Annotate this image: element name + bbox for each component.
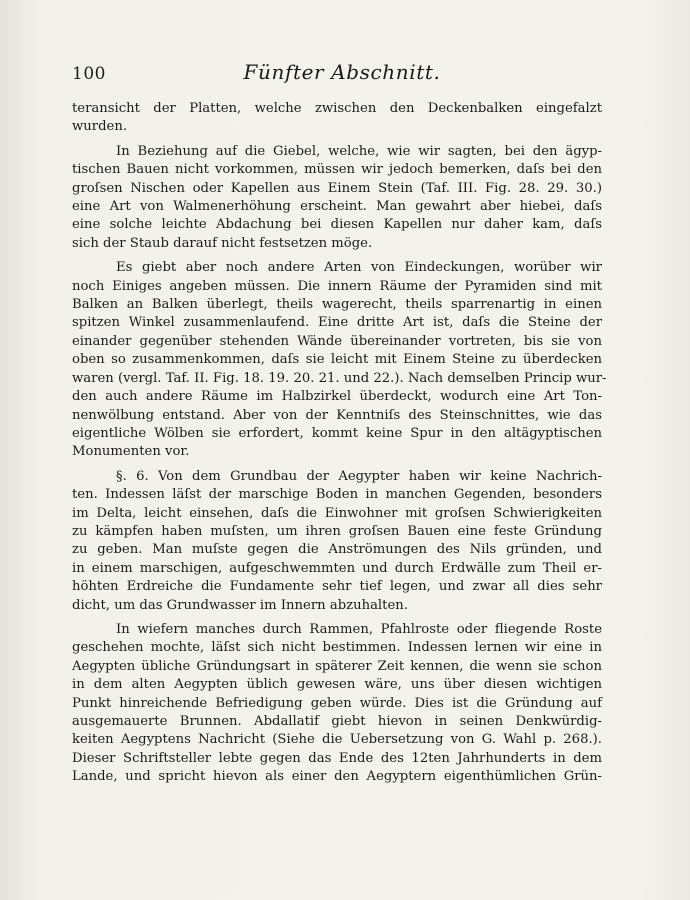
- page-header: [72, 60, 612, 90]
- text-line: oben so zusammenkommen, daſs sie leicht mit Einem Steine zu überdecken: [72, 352, 602, 368]
- paragraph: [72, 468, 602, 615]
- text-line: spitzen Winkel zusammenlaufend. Eine dritte Art ist, daſs die Steine der: [72, 315, 602, 331]
- text-line: den auch andere Räume im Halbzirkel überdeckt, wodurch eine Art Ton-: [72, 389, 602, 405]
- text-line: dicht, um das Grundwasser im Innern abzuhalten.: [72, 597, 408, 613]
- text-line: Es giebt aber noch andere Arten von Eindeckungen, worüber wir: [116, 260, 602, 276]
- text-line: Lande, und spricht hievon als einer den Aegyptern eigenthümlichen Grün-: [72, 769, 602, 785]
- paragraph: [72, 143, 602, 253]
- text-line: in dem alten Aegypten üblich gewesen wäre, uns über diesen wichtigen: [72, 677, 602, 693]
- text-line: eine solche leichte Abdachung bei diesen Kapellen nur daher kam, daſs: [72, 217, 602, 233]
- text-line: §. 6. Von dem Grundbau der Aegypter haben wir keine Nachrich-: [116, 468, 602, 484]
- text-line: zu kämpfen haben muſsten, um ihren groſsen Bauen eine feste Gründung: [72, 523, 602, 539]
- text-line: In wiefern manches durch Rammen, Pfahlroste oder fliegende Roste: [116, 621, 602, 637]
- text-line: in einem marschigen, aufgeschwemmten und durch Erdwälle zum Theil er-: [72, 560, 602, 576]
- text-line: zu geben. Man muſste gegen die Anströmungen des Nils gründen, und: [72, 542, 602, 558]
- text-line: Monumenten vor.: [72, 444, 190, 460]
- text-line: tischen Bauen nicht vorkommen, müssen wir jedoch bemerken, daſs bei den: [72, 162, 602, 178]
- text-line: geschehen mochte, läſst sich nicht bestimmen. Indessen lernen wir eine in: [72, 640, 602, 656]
- text-line: eine Art von Walmenerhöhung erscheint. Man gewahrt aber hiebei, daſs: [72, 199, 602, 215]
- text-line: Aegypten übliche Gründungsart in späterer Zeit kennen, die wenn sie schon: [72, 658, 602, 674]
- paragraph: [72, 259, 607, 461]
- text-line: eigentliche Wölben sie erfordert, kommt keine Spur in den altägyptischen: [72, 425, 602, 441]
- text-line: teransicht der Platten, welche zwischen den Deckenbalken eingefalzt: [72, 101, 602, 116]
- text-line: Punkt hinreichende Befriedigung geben würde. Dies ist die Gründung auf: [72, 695, 602, 711]
- text-line: In Beziehung auf die Giebel, welche, wie wir sagten, bei den ägyp-: [116, 143, 602, 159]
- paragraph: [72, 100, 602, 137]
- text-line: keiten Aegyptens Nachricht (Siehe die Uebersetzung von G. Wahl p. 268.).: [72, 732, 602, 748]
- text-line: ausgemauerte Brunnen. Abdallatif giebt hievon in seinen Denkwürdig-: [72, 714, 602, 729]
- text-line: wurden.: [72, 119, 128, 135]
- text-line: Dieser Schriftsteller lebte gegen das Ende des 12ten Jahrhunderts in dem: [72, 750, 602, 766]
- text-line: nenwölbung entstand. Aber von der Kenntniſs des Steinschnittes, wie das: [72, 407, 602, 423]
- text-line: noch Einiges angeben müssen. Die innern Räume der Pyramiden sind mit: [72, 278, 602, 294]
- text-line: waren (vergl. Taf. II. Fig. 18. 19. 20. 21. und 22.). Nach demselben Princip wur-: [72, 370, 607, 386]
- text-line: sich der Staub darauf nicht festsetzen möge.: [72, 235, 373, 251]
- paragraph: [72, 621, 602, 787]
- text-line: ten. Indessen läſst der marschige Boden in manchen Gegenden, besonders: [72, 487, 602, 503]
- text-line: höhten Erdreiche die Fundamente sehr tief legen, und zwar all dies sehr: [72, 579, 602, 595]
- text-line: im Delta, leicht einsehen, daſs die Einwohner mit groſsen Schwierigkeiten: [72, 505, 602, 521]
- running-title: Fünfter Abschnitt.: [243, 60, 441, 84]
- text-line: einander gegenüber stehenden Wände übereinander vortreten, bis sie von: [72, 333, 602, 349]
- body-text: [72, 100, 607, 797]
- text-line: Balken an Balken überlegt, theils wagerecht, theils sparrenartig in einen: [72, 297, 602, 313]
- page-number: 100: [72, 64, 106, 84]
- text-line: groſsen Nischen oder Kapellen aus Einem Stein (Taf. III. Fig. 28. 29. 30.): [72, 180, 602, 196]
